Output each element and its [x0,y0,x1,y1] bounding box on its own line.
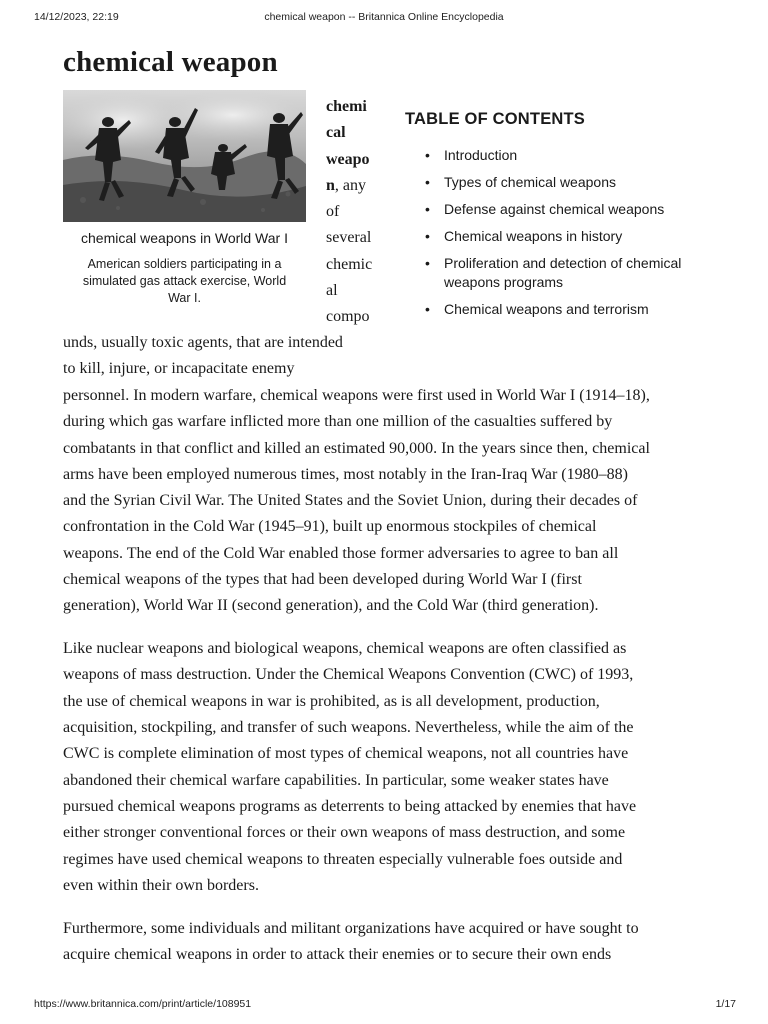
text-line: and the Syrian Civil War. The United States and the Soviet Union, during their decades of [63,492,638,510]
text-line: weapons of mass destruction. Under the Chemical Weapons Convention (CWC) of 1993, [63,666,634,684]
term-fragment: n [326,176,335,194]
print-source-url: https://www.britannica.com/print/article/108951 [34,998,252,1010]
intro-fragment: several [326,229,372,247]
text-line: Furthermore, some individuals and militant organizations have acquired or have sought to [63,919,639,937]
world-war-i-gas-attack-photo[interactable] [63,90,306,222]
text-line: combatants in that conflict and killed an estimated 90,000. In the years since then, chemical [63,439,650,457]
text-line: generation), World War II (second generation), and the Cold War (third generation). [63,597,599,615]
intro-fragment: , any [334,176,367,194]
text-line: weapons. The end of the Cold War enabled those former adversaries to agree to ban all [63,544,619,562]
toc-item-proliferation[interactable]: • Proliferation and detection of chemical weapons programs [405,254,725,292]
page-number: 1/17 [715,998,736,1010]
intro-fragment: of [326,203,340,221]
toc-item-history[interactable]: • Chemical weapons in history [405,227,725,246]
text-line: confrontation in the Cold War (1945–91), built up enormous stockpiles of chemical [63,518,597,536]
term-fragment: cal [326,124,346,142]
intro-continuation [63,330,383,383]
intro-fragment: compo [326,308,370,326]
print-datetime: 14/12/2023, 22:19 [34,11,119,23]
intro-fragment: chemic [326,255,373,273]
text-line: either stronger conventional forces or their own weapons of mass destruction, and some [63,824,626,842]
text-line: the use of chemical weapons in war is prohibited, as is all development, production, [63,692,600,710]
print-page-title: chemical weapon -- Britannica Online Encyclopedia [264,11,504,23]
intro-fragment: al [326,282,338,300]
text-line: regimes have used chemical weapons to threaten especially vulnerable foes outside and [63,850,623,868]
toc-title: TABLE OF CONTENTS [405,110,586,128]
figure-caption: American soldiers participating in a simulated gas attack exercise, World War I. [82,257,287,305]
text-line: pursued chemical weapons programs as deterrents to being attacked by enemies that have [63,797,637,815]
text-line: CWC is complete elimination of most types of chemical weapons, not all countries have [63,745,629,763]
text-line: personnel. In modern warfare, chemical weapons were first used in World War I (1914–18), [63,387,650,404]
article-heading: chemical weapon [63,46,278,78]
toc-item-defense[interactable]: • Defense against chemical weapons [405,200,725,219]
term-fragment: weapo [326,150,370,168]
figure-title: chemical weapons in World War I [81,230,288,246]
text-line: abandoned their chemical warfare capabilities. In particular, some weaker states have [63,771,609,789]
text-line: during which gas warfare inflicted more than one million of the casualties suffered by [63,413,613,431]
toc-item-terrorism[interactable]: • Chemical weapons and terrorism [405,300,725,319]
intro-line: unds, usually toxic agents, that are intended [63,334,343,351]
text-line: even within their own borders. [63,876,259,894]
toc-item-types[interactable]: • Types of chemical weapons [405,173,725,192]
text-line: Like nuclear weapons and biological weapons, chemical weapons are often classified as [63,640,627,658]
paragraph-2 [63,636,708,899]
paragraph-3 [63,916,708,969]
text-line: chemical weapons of the types that had been developed during World War I (first [63,571,582,589]
intro-line: to kill, injure, or incapacitate enemy [63,360,295,378]
text-line: acquire chemical weapons in order to attack their enemies or to secure their own ends [63,945,612,963]
term-fragment: chemi [326,98,367,115]
toc-item-introduction[interactable]: • Introduction [405,146,725,165]
text-line: arms have been employed numerous times, most notably in the Iran-Iraq War (1980–88) [63,465,628,483]
table-of-contents [405,110,725,327]
text-line: acquisition, stockpiling, and transfer of such weapons. Nevertheless, while the aim of the [63,719,634,737]
paragraph-1 [63,383,708,620]
article-body [63,383,708,985]
article-figure [63,90,306,307]
intro-narrow-column [326,94,380,331]
